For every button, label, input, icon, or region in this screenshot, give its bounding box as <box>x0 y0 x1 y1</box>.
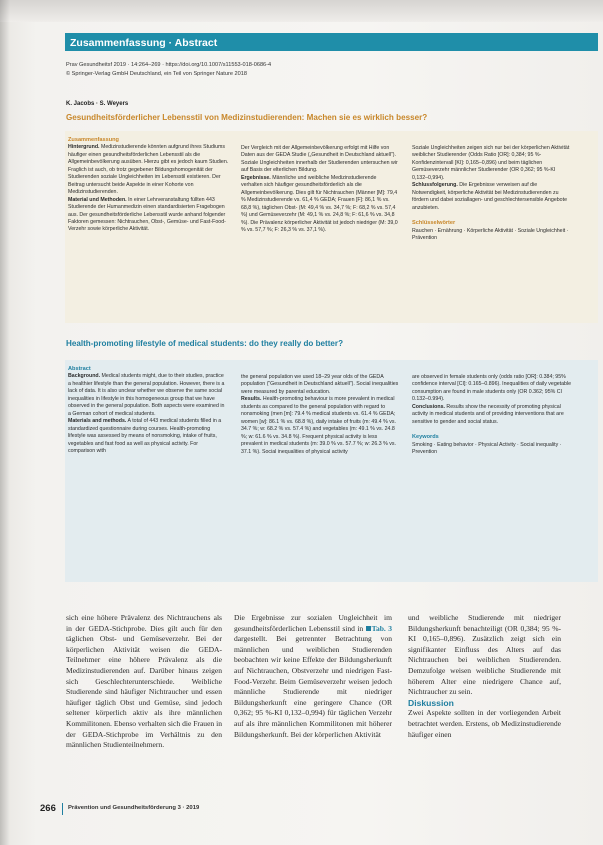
german-background-paragraph: Hintergrund. Medizinstudierende könnten aufgrund ihres Studiums häufiger einen gesundheitsförderlichen Lebensstil als die Allgemeinbevölkerung ausüben. Hierzu gibt es jedoch kaum Studien. Fraglich ist auch, ob trotz gegebener Bildungshomogenität der Studierenden soziale Ungleichheiten im Lebensstil existieren. Der Beitrag untersucht beide Aspekte in einer Kohorte von Medizinstudierenden. <box>68 144 229 196</box>
german-comparison-paragraph: Der Vergleich mit der Allgemeinbevölkerung erfolgt mit Hilfe von Daten aus der GEDA Studie („Gesundheit in Deutschland aktuell“). Soziale Ungleichheiten innerhalb der Studierenden untersuchen wir auf Basis der elterlichen Bildung. <box>241 145 398 174</box>
body-paragraph: und weibliche Studierende mit niedriger Bildungsherkunft benachteiligt (OR 0,384; 95 %-KI 0,165–0,896). Zusätzlich zeigt sich ein signifikanter Einfluss des Alters auf das Nichtrauchen bei weiblichen Studierenden. Demzufolge weisen weibliche Studierende mit höherem Alter eine niedrigere Chance auf, Nichtraucher zu sein. <box>408 613 561 697</box>
english-background-paragraph: Background. Medical students might, due to their studies, practice a healthier lifestyle than the general population. However, there is a lack of data. It is also unclear whether we observe the same social inequalities in lifestyle in this homogeneous group that we have observed in the general population. Both aspects were examined in a German cohort of medical students. <box>68 373 225 417</box>
english-title: Health-promoting lifestyle of medical students: do they really do better? <box>66 339 344 348</box>
section-heading-diskussion: Diskussion <box>408 697 454 708</box>
german-keywords: Rauchen · Ernährung · Körperliche Aktivität · Soziale Ungleichheit · Prävention <box>412 227 569 241</box>
english-results-paragraph: Results. Health-promoting behaviour is more prevalent in medical students as compared to the general population with regard to nonsmoking (men [m]: 79.4 % medical students vs. 61.4 % GEDA; women [w]: 86.1 % vs. 68.8 %), daily intake of fruits (m: 49.4 % vs. 34.7 %; w: 68.2 % vs. 57.4 %) and vegetables (m: 49.1 % vs. 24.8 %; w: 61.6 % vs. 34.8 %). Frequent physical activity is less prevalent in medical students (m: 39.0 % vs. 57.7 %; w: 26.3 % vs. 37.1 %). Social inequalities of physical activity <box>241 396 396 455</box>
english-abstract-column-2 <box>241 374 399 456</box>
english-abstract-column-1 <box>68 366 226 455</box>
banner-title: Zusammenfassung · Abstract <box>70 37 218 49</box>
body-paragraph: sich eine höhere Prävalenz des Nichtrauchens als in der GEDA-Stichprobe. Dies gilt auch für den täglichen Obst- und Gemüseverzehr. Bei der körperlichen Aktivität weisen die GEDA-Teilnehmer eine höhere Prävalenz als die Medizinstudierenden auf. Darüber hinaus zeigen sich Geschlechterunterschiede. Weibliche Studierende sind häufiger Nichtraucher und essen häufiger täglich Obst und Gemüse, sind jedoch seltener körperlich aktiv als ihre männlichen Kommilitonen. Ebenso verhalten sich die Frauen in der GEDA-Stichprobe im Verhältnis zu den männlichen Studienteilnehmern. <box>66 613 222 750</box>
german-keywords-heading: Schlüsselwörter <box>412 220 456 227</box>
scan-top-shading <box>0 0 603 22</box>
german-inequality-paragraph: Soziale Ungleichheiten zeigen sich nur bei der körperlichen Aktivität weiblicher Studierender (Odds Ratio [OR]: 0,384; 95 %-Konfidenzintervall [KI]: 0,165–0,896) und beim täglichen Gemüseverzehr männlicher Studierender (OR 0,362; 95 %-KI 0,132–0,994). <box>412 145 570 181</box>
english-abstract-heading: Abstract <box>68 366 91 372</box>
body-column-2 <box>234 613 392 740</box>
scan-binding-shadow <box>0 0 10 845</box>
english-abstract-column-3 <box>412 374 572 457</box>
german-abstract-heading: Zusammenfassung <box>68 137 119 143</box>
author-line: K. Jacobs · S. Weyers <box>66 101 129 107</box>
english-keywords-heading: Keywords <box>412 434 439 441</box>
german-abstract-block <box>65 131 598 323</box>
body-paragraph: Zwei Aspekte sollten in der vorliegenden Arbeit betrachtet werden. Erstens, ob Medizinstudierende häufiger einen <box>408 708 561 739</box>
german-abstract-column-2 <box>241 145 399 234</box>
german-methods-paragraph: Material und Methoden. In einer Lehrveranstaltung füllten 443 Studierende der Humanmedizin einen standardisierten Fragebogen aus. Der gesundheitsförderliche Lebensstil wurde anhand folgender Faktoren gemessen: Nichtrauchen, Obst-, Gemüse- und Fast-Food-Verzehr sowie körperliche Aktivität. <box>68 196 226 233</box>
body-column-1 <box>66 613 222 751</box>
table-reference-icon <box>366 626 371 631</box>
page-number: 266 <box>40 803 56 814</box>
body-paragraph: Die Ergebnisse zur sozialen Ungleichheit im gesundheitsförderlichen Lebensstil sind in Tab. 3 dargestellt. Bei getrennter Betrachtung von männlichen und weiblichen Studierenden beobachten wir keine Effekte der Bildungsherkunft auf Nichtrauchen, Obstverzehr und niedrigen Fast-Food-Verzehr. Beim Gemüseverzehr weisen jedoch männliche Studierende mit niedriger Bildungsherkunft eine geringere Chance (OR 0,362; 95 %-KI 0,132–0,994) für täglichen Verzehr auf als ihre männlichen Kommilitonen mit höherer Bildungsherkunft. Bei der körperlichen Aktivität <box>234 613 393 739</box>
german-results-paragraph: Ergebnisse. Männliche und weibliche Medizinstudierende verhalten sich häufiger gesundheitsförderlich als die Allgemeinbevölkerung. Dies gilt für Nichtrauchen (Männer [M]: 79,4 % Medizinstudierende vs. 61,4 % GEDA; Frauen [F]: 86,1 % vs. 68,8 %), täglichen Obst- (M: 49,4 % vs. 34,7 %; F: 68,2 % vs. 57,4 %) und Gemüseverzehr (M: 49,1 % vs. 24,8 %; F: 61,6 % vs. 34,8 %). Die Prävalenz körperlicher Aktivität ist jedoch niedriger (M: 39,0 % vs. 57,7 %; F: 26,3 % vs. 37,1 %). <box>241 174 398 233</box>
german-title: Gesundheitsförderlicher Lebensstil von Medizinstudierenden: Machen sie es wirklich besser? <box>66 113 428 122</box>
journal-citation: Prav Gesundheitsf 2019 · 14:264–269 · https://doi.org/10.1007/s11553-018-0686-4 <box>66 62 272 68</box>
body-column-3 <box>408 613 561 740</box>
english-keywords: Smoking · Eating behavior · Physical Activity · Social inequality · Prevention <box>412 441 562 456</box>
copyright-line: © Springer-Verlag GmbH Deutschland, ein Teil von Springer Nature 2018 <box>66 71 247 77</box>
english-methods-paragraph: Materials and methods. A total of 443 medical students filled in a standardized questionnaire during courses. Health-promoting lifestyle was assessed by means of nonsmoking, intake of fruits, vegetables and fast food as well as physical activity. For comparison with <box>68 418 222 454</box>
section-banner <box>65 33 598 51</box>
english-abstract-block <box>65 360 598 582</box>
footer-divider <box>62 803 63 815</box>
footer-journal-name: Prävention und Gesundheitsförderung 3 · 2019 <box>68 805 200 811</box>
english-conclusion-paragraph: Conclusions. Results show the necessity of promoting physical activity in medical students and of providing interventions that are sensitive to gender and social status. <box>412 403 564 425</box>
english-comparison-paragraph: the general population we used 18–29 year olds of the GEDA population (“Gesundheit in Deutschland aktuell”). Social inequalities were measured by parental education. <box>241 374 399 395</box>
german-abstract-column-3 <box>412 145 572 242</box>
table-reference-link[interactable]: Tab. 3 <box>366 624 392 633</box>
german-abstract-column-1 <box>68 137 229 234</box>
english-inequality-paragraph: are observed in female students only (odds ratio [OR]: 0.384; 95% confidence interval [CI]: 0.165–0.896). Inequalities of daily vegetable consumption are found in male students only (OR 0.362; 95% CI 0.132–0.994). <box>412 374 572 403</box>
german-conclusion-paragraph: Schlussfolgerung. Die Ergebnisse verweisen auf die Notwendigkeit, körperliche Aktivität bei Medizinstudierenden zu fördern und dabei soziallagen- und geschlechtersensible Angebote anzubieten. <box>412 182 567 211</box>
